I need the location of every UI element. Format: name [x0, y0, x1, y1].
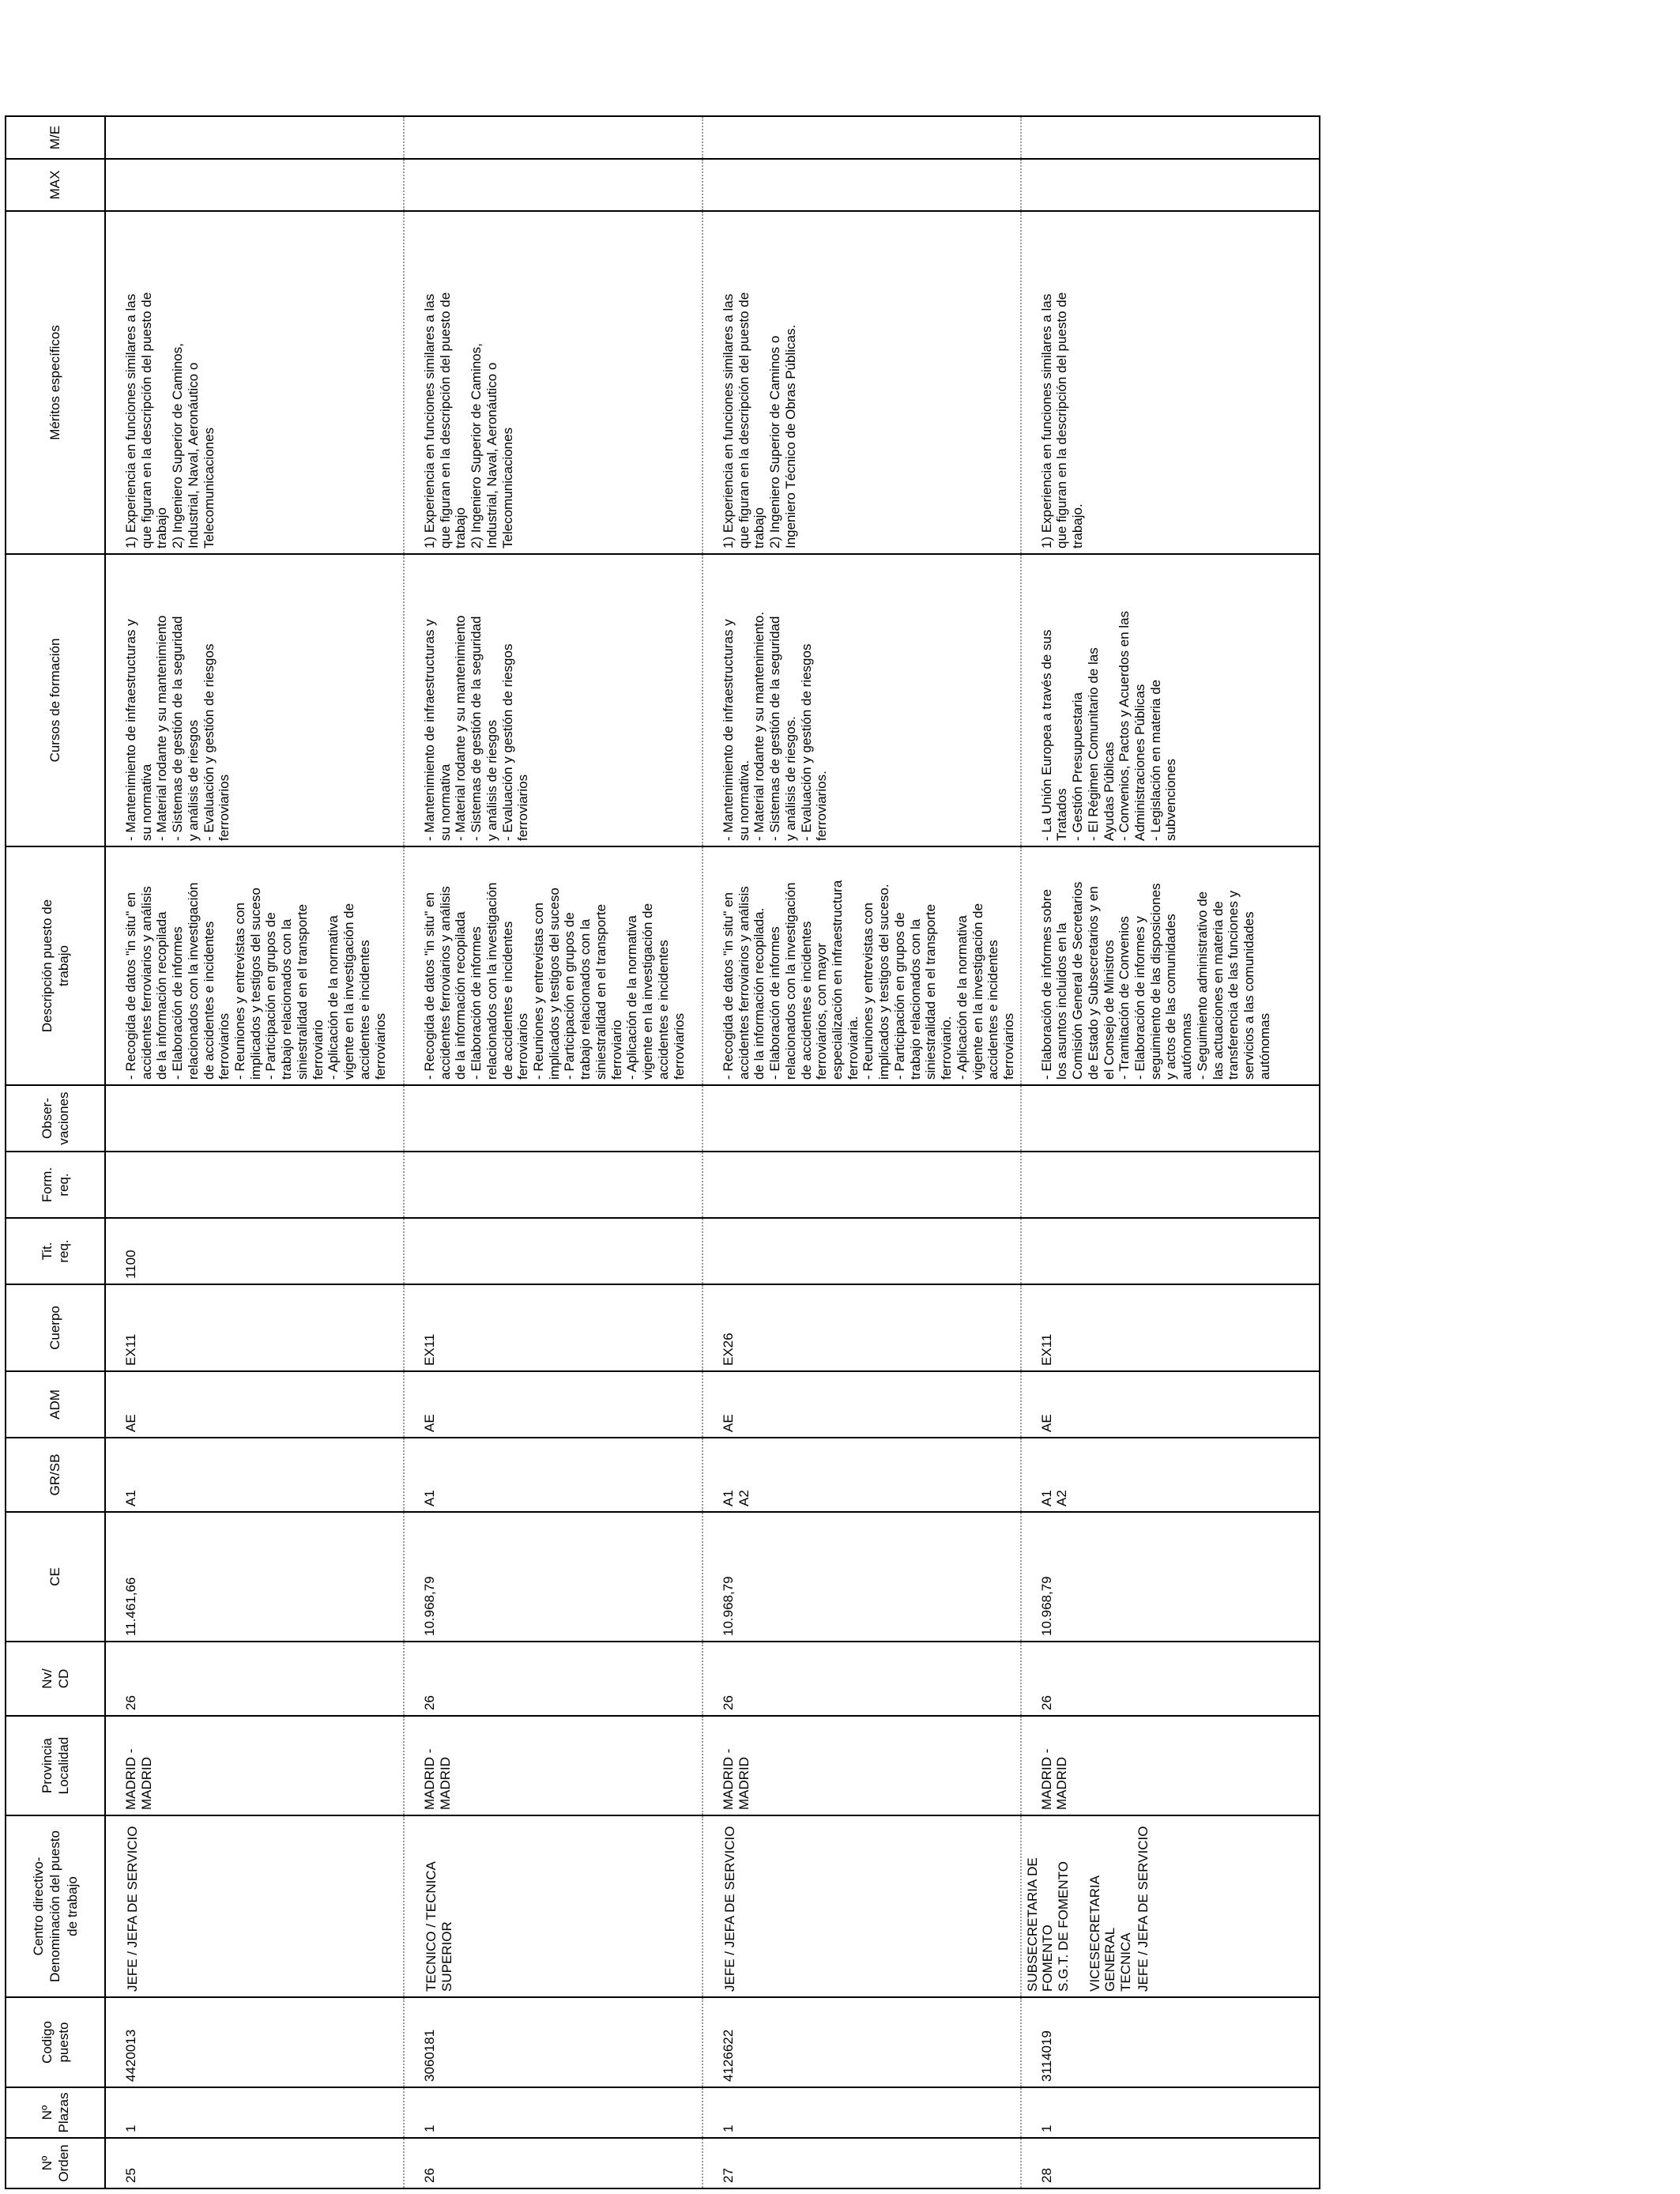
header-me: M/E [6, 116, 105, 159]
header-descripcion: Descripción puesto de trabajo [6, 846, 105, 1085]
header-provincia: Provincia Localidad [6, 1716, 105, 1815]
cell-form [105, 1152, 404, 1218]
cell-nivel: 26 [1021, 1642, 1320, 1716]
header-obs: Obser- vaciones [6, 1085, 105, 1152]
cell-obs [703, 1085, 1021, 1152]
cell-cursos: - Mantenimiento de infraestructuras y su normativa - Material rodante y su mantenimiento - Sistemas de gestión de la seguridad y análisis de riesgos - Evaluación y gestión de riesgos ferroviarios [404, 554, 703, 846]
cell-max [404, 159, 703, 211]
cell-puesto: JEFE / JEFA DE SERVICIO [722, 1826, 737, 1992]
cell-provincia: MADRID - MADRID [1021, 1716, 1320, 1815]
table-row [404, 116, 703, 2188]
cell-centro [1021, 1815, 1320, 1997]
table-row [105, 116, 404, 2188]
cell-nivel: 26 [703, 1642, 1021, 1716]
header-row [6, 116, 105, 2188]
header-form: Form. req. [6, 1152, 105, 1218]
cell-me [703, 116, 1021, 159]
header-max: MAX [6, 159, 105, 211]
cell-obs [105, 1085, 404, 1152]
cell-orden: 27 [703, 2138, 1021, 2188]
cell-orden: 28 [1021, 2138, 1320, 2188]
cell-form [404, 1152, 703, 1218]
cell-ce: 10.968,79 [1021, 1512, 1320, 1642]
header-centro: Centro directivo- Denominación del puesto de trabajo [6, 1815, 105, 1997]
header-plazas: Nº Plazas [6, 2087, 105, 2138]
cell-puesto: JEFE / JEFA DE SERVICIO [1135, 1826, 1151, 1992]
cell-grupo: A1 [105, 1438, 404, 1512]
cell-puesto: TECNICO / TECNICA SUPERIOR [424, 1861, 454, 1992]
cell-puesto: JEFE / JEFA DE SERVICIO [125, 1826, 140, 1992]
cell-adm: AE [404, 1371, 703, 1438]
cell-form [1021, 1152, 1320, 1218]
header-adm: ADM [6, 1371, 105, 1438]
cell-codigo: 4420013 [105, 1997, 404, 2087]
cell-grupo: A1 [404, 1438, 703, 1512]
cell-max [703, 159, 1021, 211]
cell-organismo: SUBSECRETARIA DE FOMENTO S.G.T. DE FOMENTO VICESECRETARIA GENERAL TECNICA [1024, 1857, 1133, 1992]
cell-plazas: 1 [404, 2087, 703, 2138]
cell-provincia: MADRID - MADRID [105, 1716, 404, 1815]
header-ce: CE [6, 1512, 105, 1642]
cell-cursos: - La Unión Europea a través de sus Tratados - Gestión Presupuestaria - El Régimen Comunitario de las Ayudas Públicas - Convenios, Pactos y Acuerdos en las Administraciones Públicas - Legislación en materia de subvenciones [1021, 554, 1320, 846]
header-cursos: Cursos de formación [6, 554, 105, 846]
cell-descripcion: - Recogida de datos "in situ" en accidentes ferroviarios y análisis de la información recopilada - Elaboración de informes relacionados con la investigación de accidentes e incidentes ferroviarios - Reuniones y entrevistas con implicados y testigos del suceso - Participación en grupos de trabajo relacionados con la siniestralidad en el transporte ferroviario - Aplicación de la normativa vigente en la investigación de accidentes e incidentes ferroviarios [404, 846, 703, 1085]
cell-descripcion: - Recogida de datos "in situ" en accidentes ferroviarios y análisis de la información recopilada. - Elaboración de informes relacionados con la investigación de accidentes e incidentes ferroviarios, con mayor especialización en infraestructura ferroviaria. - Reuniones y entrevistas con implicados y testigos del suceso. - Participación en grupos de trabajo relacionados con la siniestralidad en el transporte ferroviario. - Aplicación de la normativa vigente en la investigación de accidentes e incidentes ferroviarios [703, 846, 1021, 1085]
header-cuerpo: Cuerpo [6, 1284, 105, 1371]
cell-nivel: 26 [404, 1642, 703, 1716]
cell-codigo: 4126622 [703, 1997, 1021, 2087]
cell-plazas: 1 [1021, 2087, 1320, 2138]
cell-meritos: 1) Experiencia en funciones similares a las que figuran en la descripción del puesto de trabajo 2) Ingeniero Superior de Caminos o Ingeniero Técnico de Obras Públicas. [703, 211, 1021, 554]
cell-plazas: 1 [703, 2087, 1021, 2138]
cell-adm: AE [703, 1371, 1021, 1438]
cell-descripcion: - Recogida de datos "in situ" en accidentes ferroviarios y análisis de la información recopilada - Elaboración de informes relacionados con la investigación de accidentes e incidentes ferroviarios - Reuniones y entrevistas con implicados y testigos del suceso - Participación en grupos de trabajo relacionados con la siniestralidad en el transporte ferroviario - Aplicación de la normativa vigente en la investigación de accidentes e incidentes ferroviarios [105, 846, 404, 1085]
cell-cuerpo: EX11 [1021, 1284, 1320, 1371]
cell-obs [1021, 1085, 1320, 1152]
cell-centro [703, 1815, 1021, 1997]
cell-ce: 11.461,66 [105, 1512, 404, 1642]
cell-meritos: 1) Experiencia en funciones similares a las que figuran en la descripción del puesto de trabajo 2) Ingeniero Superior de Caminos, Industrial, Naval, Aeronáutico o Telecomunicaciones [404, 211, 703, 554]
cell-centro [404, 1815, 703, 1997]
cell-max [105, 159, 404, 211]
cell-codigo: 3060181 [404, 1997, 703, 2087]
cell-nivel: 26 [105, 1642, 404, 1716]
cell-me [105, 116, 404, 159]
cell-me [1021, 116, 1320, 159]
cell-tit [404, 1218, 703, 1284]
table-row [703, 116, 1021, 2188]
cell-max [1021, 159, 1320, 211]
cell-ce: 10.968,79 [404, 1512, 703, 1642]
cell-provincia: MADRID - MADRID [703, 1716, 1021, 1815]
cell-descripcion: - Elaboración de informes sobre los asuntos incluidos en la Comisión General de Secretarios de Estado y Subsecretarios y en el Consejo de Ministros - Tramitación de Convenios - Elaboración de informes y seguimiento de las disposiciones y actos de las comunidades autónomas - Seguimiento administrativo de las actuaciones en materia de transferencia de las funciones y servicios a las comunidades autónomas [1021, 846, 1320, 1085]
cell-meritos: 1) Experiencia en funciones similares a las que figuran en la descripción del puesto de trabajo. [1021, 211, 1320, 554]
header-grupo: GR/SB [6, 1438, 105, 1512]
cell-cuerpo: EX26 [703, 1284, 1021, 1371]
header-orden: Nº Orden [6, 2138, 105, 2188]
cell-orden: 26 [404, 2138, 703, 2188]
cell-ce: 10.968,79 [703, 1512, 1021, 1642]
cell-grupo: A1 A2 [1021, 1438, 1320, 1512]
cell-cuerpo: EX11 [404, 1284, 703, 1371]
cell-provincia: MADRID - MADRID [404, 1716, 703, 1815]
cell-obs [404, 1085, 703, 1152]
cell-tit: 1100 [105, 1218, 404, 1284]
cell-adm: AE [105, 1371, 404, 1438]
cell-tit [1021, 1218, 1320, 1284]
cell-orden: 25 [105, 2138, 404, 2188]
puestos-table [5, 115, 1320, 2189]
cell-form [703, 1152, 1021, 1218]
header-tit: Tit. req. [6, 1218, 105, 1284]
cell-tit [703, 1218, 1021, 1284]
cell-cursos: - Mantenimiento de infraestructuras y su normativa - Material rodante y su mantenimiento - Sistemas de gestión de la seguridad y análisis de riesgos - Evaluación y gestión de riesgos ferroviarios [105, 554, 404, 846]
cell-centro [105, 1815, 404, 1997]
cell-meritos: 1) Experiencia en funciones similares a las que figuran en la descripción del puesto de trabajo 2) Ingeniero Superior de Caminos, Industrial, Naval, Aeronáutico o Telecomunicaciones [105, 211, 404, 554]
header-nivel: Nv/ CD [6, 1642, 105, 1716]
cell-cuerpo: EX11 [105, 1284, 404, 1371]
header-meritos: Méritos específicos [6, 211, 105, 554]
cell-cursos: - Mantenimiento de infraestructuras y su normativa. - Material rodante y su mantenimiento. - Sistemas de gestión de la seguridad y análisis de riesgos. - Evaluación y gestión de riesgos ferroviarios. [703, 554, 1021, 846]
cell-me [404, 116, 703, 159]
table-row [1021, 116, 1320, 2188]
cell-codigo: 3114019 [1021, 1997, 1320, 2087]
cell-plazas: 1 [105, 2087, 404, 2138]
cell-adm: AE [1021, 1371, 1320, 1438]
header-codigo: Codigo puesto [6, 1997, 105, 2087]
cell-grupo: A1 A2 [703, 1438, 1021, 1512]
